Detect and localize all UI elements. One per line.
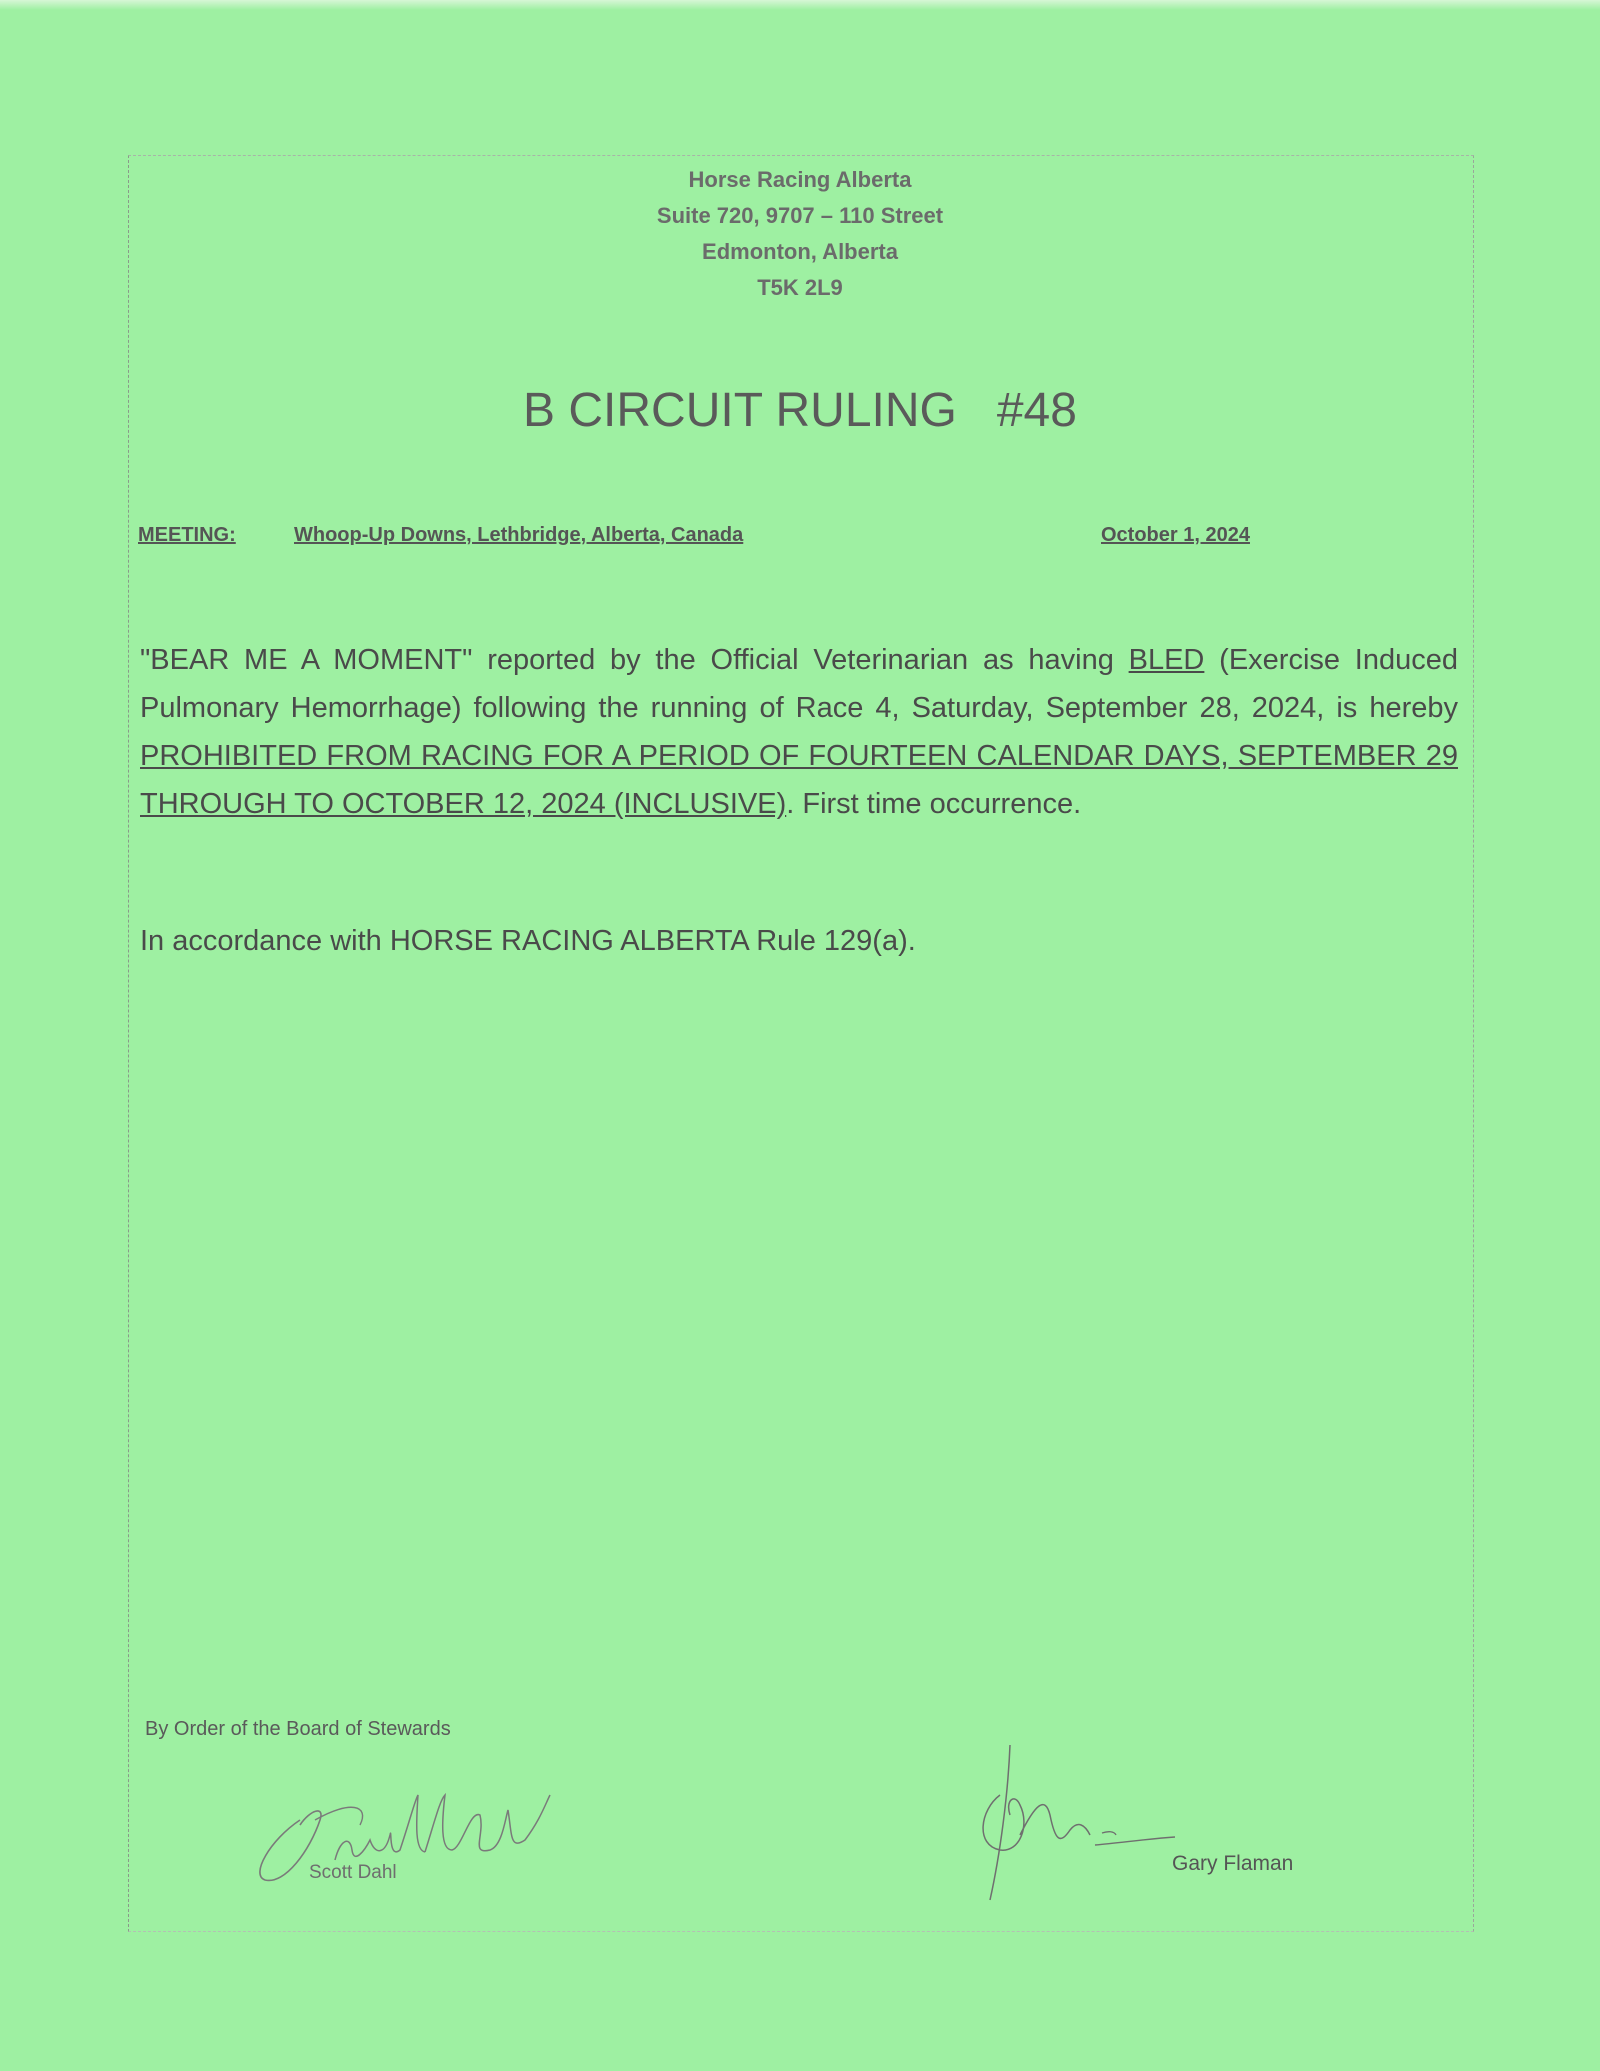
meeting-venue: Whoop-Up Downs, Lethbridge, Alberta, Canada — [294, 524, 744, 546]
scott-dahl-signature — [240, 1780, 580, 1890]
meeting-label: MEETING: — [138, 524, 236, 546]
org-postal: T5K 2L9 — [757, 275, 843, 300]
rule-reference: In accordance with HORSE RACING ALBERTA Rule 129(a). — [140, 925, 916, 957]
org-address: Suite 720, 9707 – 110 Street — [656, 203, 944, 228]
ruling-text-part2: (Exercise Induced Pulmonary Hemorrhage) following the running of Race 4, Saturday, September 28, 2024, is hereby — [140, 644, 1458, 724]
meeting-date: October 1, 2024 — [1101, 524, 1250, 546]
org-name: Horse Racing Alberta — [688, 167, 912, 192]
ruling-text-part1: "BEAR ME A MOMENT" reported by the Official Veterinarian as having — [140, 644, 1129, 676]
ruling-body — [140, 636, 1458, 828]
letterhead — [0, 162, 1600, 306]
ruling-title-text: B CIRCUIT RULING — [523, 384, 957, 437]
ruling-bled: BLED — [1128, 644, 1205, 676]
steward-name-gary-flaman: Gary Flaman — [1172, 1852, 1294, 1875]
steward-name-scott-dahl: Scott Dahl — [309, 1862, 397, 1883]
ruling-paragraph — [140, 636, 1458, 828]
gary-flaman-signature — [960, 1735, 1220, 1905]
scan-edge — [0, 0, 1600, 10]
ruling-title — [0, 383, 1600, 438]
org-city: Edmonton, Alberta — [702, 239, 898, 264]
ruling-number: #48 — [996, 384, 1077, 437]
ruling-text-part3: . First time occurrence. — [786, 788, 1082, 820]
ruling-prohibition: PROHIBITED FROM RACING FOR A PERIOD OF FOURTEEN CALENDAR DAYS, SEPTEMBER 29 THROUGH TO OCTOBER 12, 2024 (INCLUSIVE) — [140, 740, 1458, 820]
board-order: By Order of the Board of Stewards — [145, 1718, 451, 1740]
